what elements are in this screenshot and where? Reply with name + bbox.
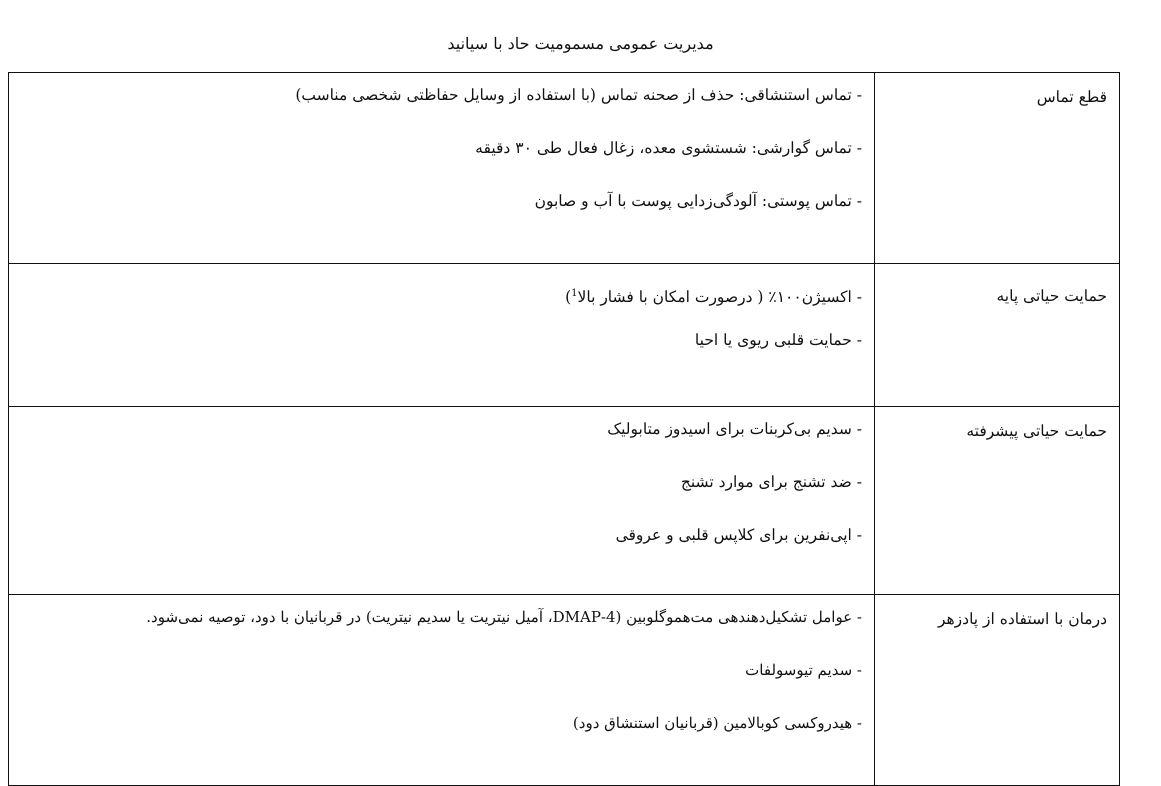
list-item: - تماس استنشاقی: حذف از صحنه تماس (با استفاده از وسایل حفاظتی شخصی مناسب) bbox=[295, 86, 862, 104]
category-cell: قطع تماس bbox=[875, 73, 1120, 264]
list-item: - حمایت قلبی ریوی یا احیا bbox=[694, 331, 862, 350]
list-item: - تماس پوستی: آلودگی‌زدایی پوست با آب و صابون bbox=[534, 192, 862, 210]
items-cell bbox=[9, 73, 875, 264]
list-item bbox=[21, 282, 862, 309]
list-item-text: - اکسیژن۱۰۰٪ ( درصورت امکان با فشار بالا bbox=[577, 288, 862, 307]
table-row bbox=[9, 595, 1120, 786]
document-title: مدیریت عمومی مسمومیت حاد با سیانید bbox=[447, 34, 714, 53]
cyanide-management-table bbox=[8, 72, 1120, 786]
list-item: - سدیم بی‌کربنات برای اسیدوز متابولیک bbox=[607, 420, 862, 438]
category-cell: حمایت حیاتی پیشرفته bbox=[875, 407, 1120, 595]
footnote-marker: 1 bbox=[571, 288, 578, 299]
list-item: - اپی‌نفرین برای کلاپس قلبی و عروقی bbox=[615, 526, 862, 544]
list-item: - هیدروکسی کوبالامین (قربانیان استنشاق دود) bbox=[572, 714, 862, 732]
table-row bbox=[9, 73, 1120, 264]
list-item: - سدیم تیوسولفات bbox=[745, 661, 862, 679]
list-item: - تماس گوارشی: شستشوی معده، زغال فعال طی ۳۰ دقیقه bbox=[475, 139, 862, 157]
list-item: - ضد تشنج برای موارد تشنج bbox=[680, 473, 862, 491]
table-row bbox=[9, 264, 1120, 407]
category-cell: درمان با استفاده از پادزهر bbox=[875, 595, 1120, 786]
items-cell bbox=[9, 595, 875, 786]
list-item-text-suffix: ) bbox=[565, 288, 572, 307]
items-cell bbox=[9, 264, 875, 407]
list-item: - عوامل تشکیل‌دهندهی مت‌هموگلوبین (4-DMAP، آمیل نیتریت یا سدیم نیتریت) در قربانیان با دود، توصیه نمی‌شود. bbox=[146, 608, 862, 626]
items-cell bbox=[9, 407, 875, 595]
category-cell: حمایت حیاتی پایه bbox=[875, 264, 1120, 407]
table-row bbox=[9, 407, 1120, 595]
